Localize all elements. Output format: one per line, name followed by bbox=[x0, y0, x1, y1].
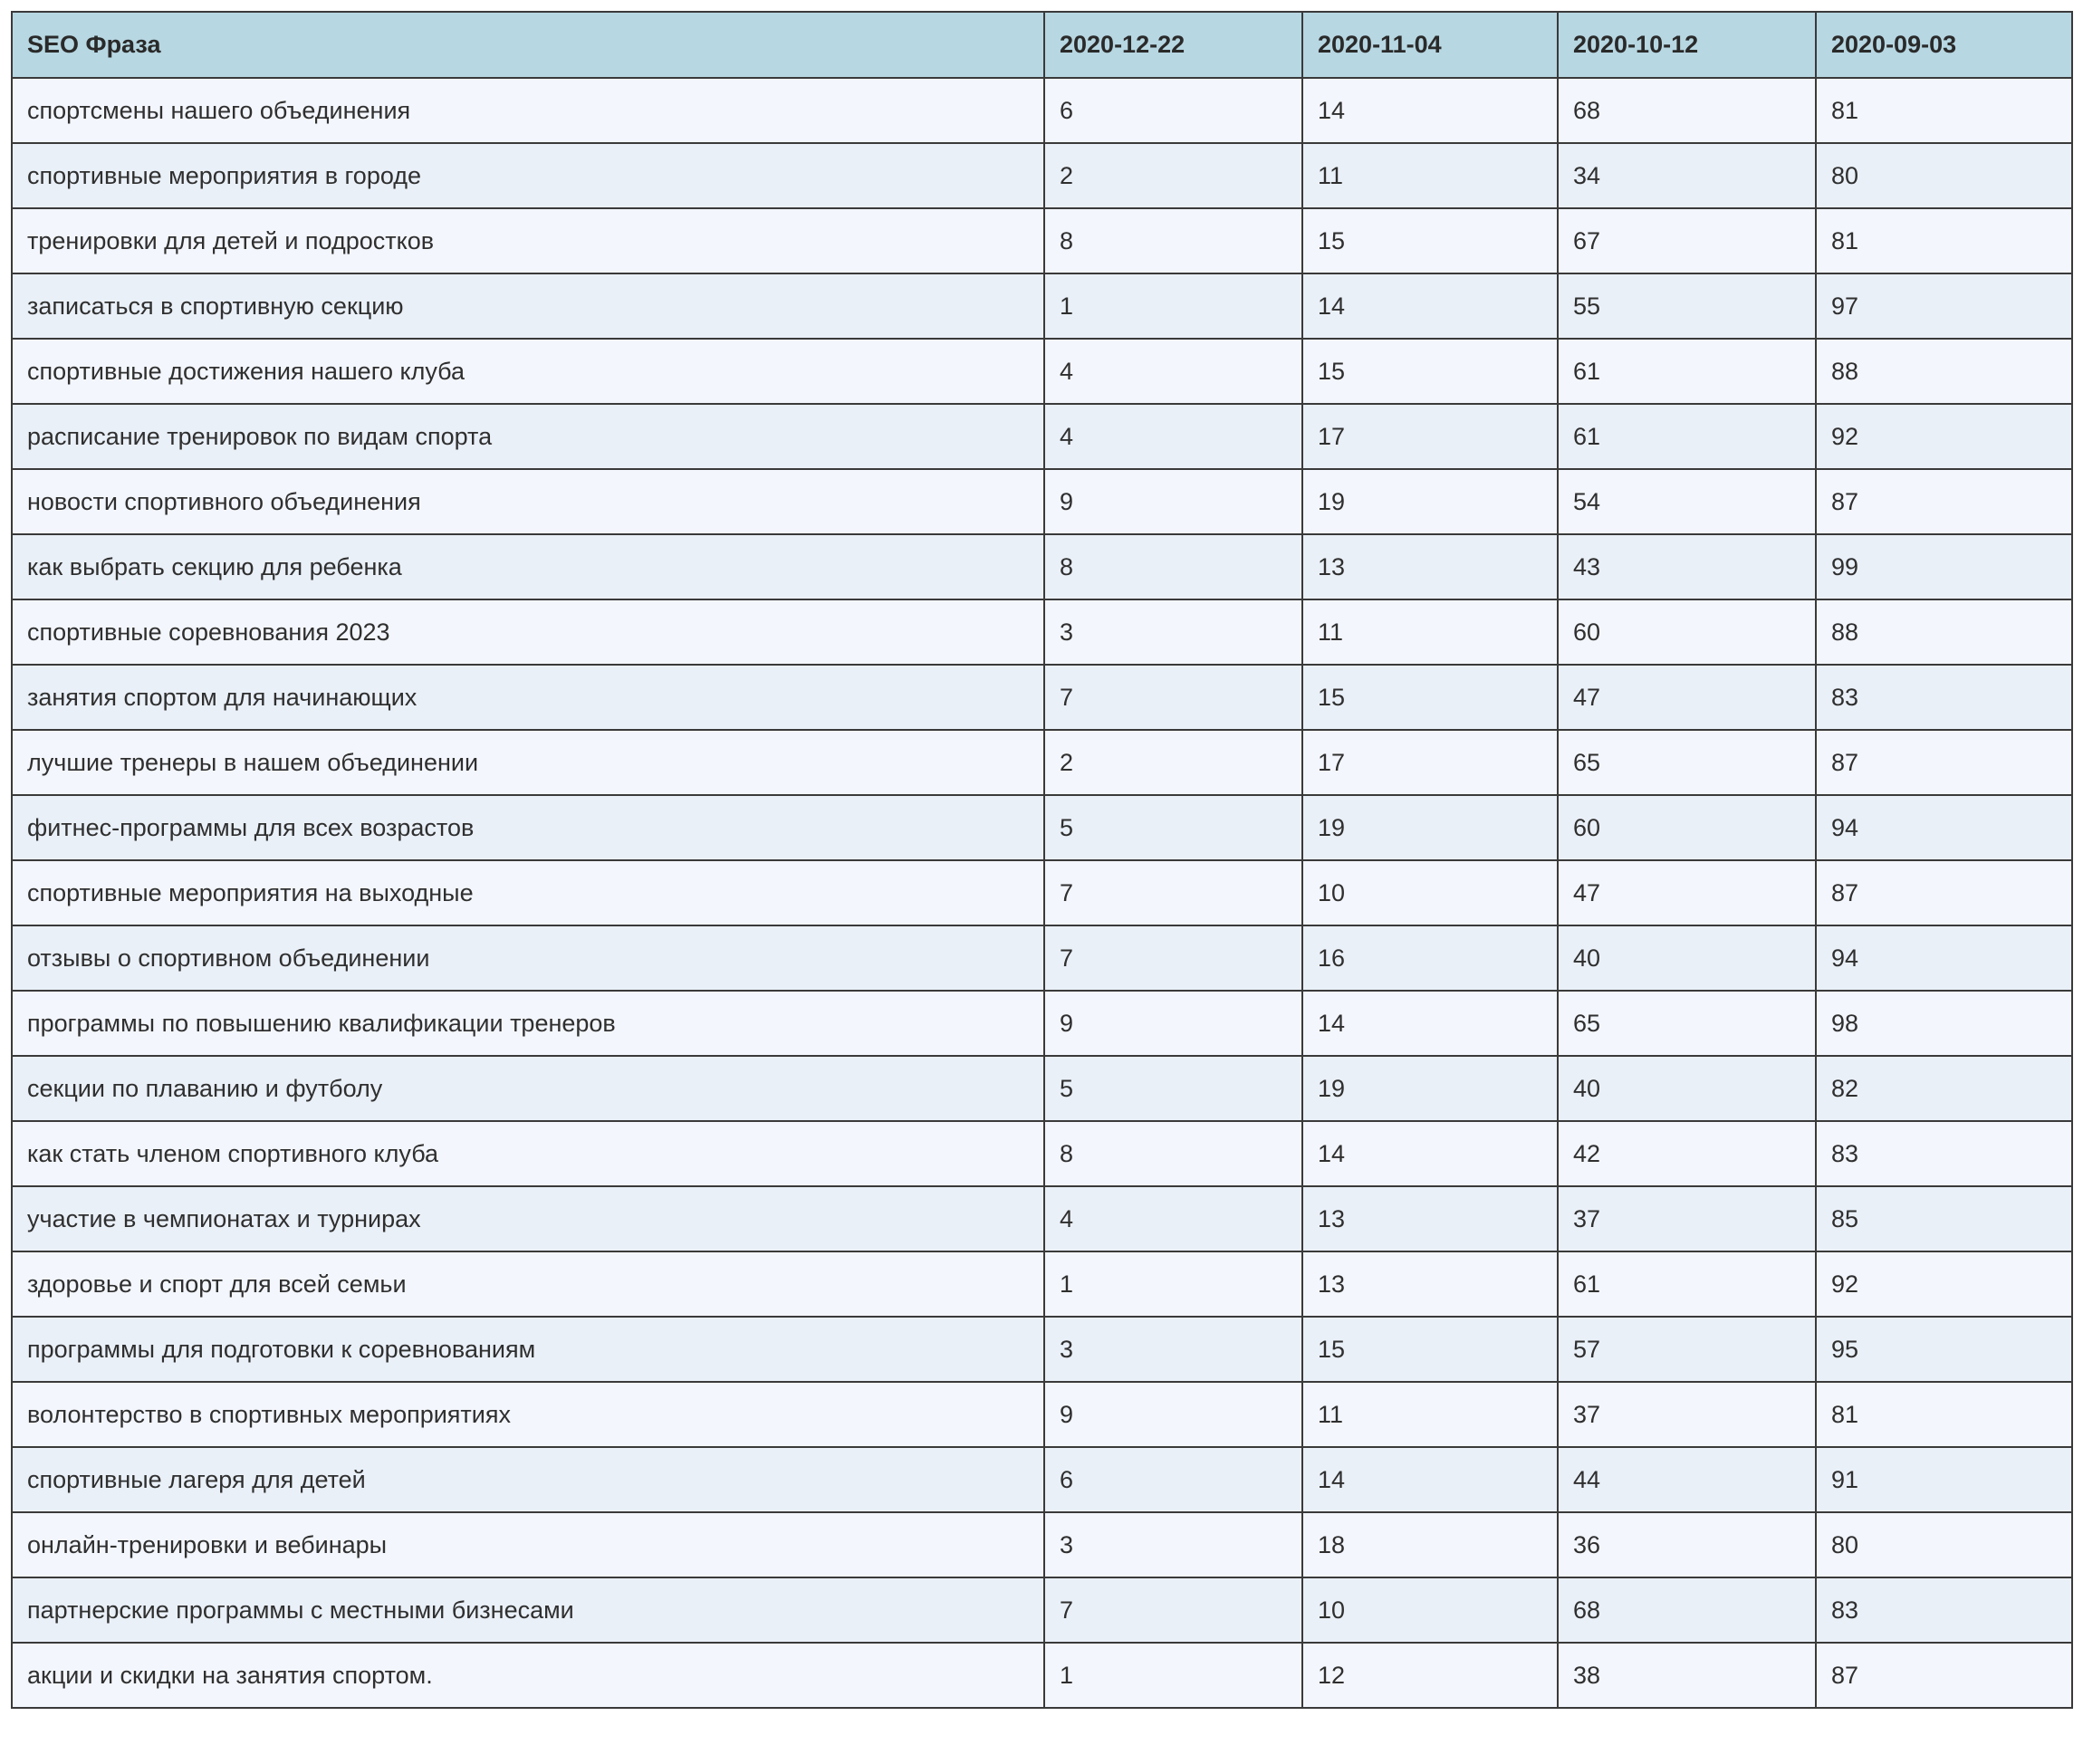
cell-position: 60 bbox=[1558, 795, 1816, 860]
cell-position: 17 bbox=[1302, 404, 1558, 469]
cell-position: 15 bbox=[1302, 339, 1558, 404]
table-row bbox=[12, 795, 2072, 860]
cell-position: 87 bbox=[1816, 730, 2072, 795]
table-row bbox=[12, 1512, 2072, 1577]
cell-phrase: новости спортивного объединения bbox=[12, 469, 1044, 534]
cell-position: 91 bbox=[1816, 1447, 2072, 1512]
table-row bbox=[12, 1643, 2072, 1708]
cell-position: 47 bbox=[1558, 665, 1816, 730]
cell-position: 7 bbox=[1044, 665, 1302, 730]
cell-position: 61 bbox=[1558, 339, 1816, 404]
cell-position: 1 bbox=[1044, 273, 1302, 339]
cell-position: 87 bbox=[1816, 469, 2072, 534]
cell-position: 87 bbox=[1816, 1643, 2072, 1708]
cell-position: 81 bbox=[1816, 208, 2072, 273]
table-row bbox=[12, 339, 2072, 404]
cell-position: 61 bbox=[1558, 1251, 1816, 1317]
cell-position: 44 bbox=[1558, 1447, 1816, 1512]
cell-position: 8 bbox=[1044, 1121, 1302, 1186]
cell-position: 16 bbox=[1302, 925, 1558, 991]
cell-position: 88 bbox=[1816, 339, 2072, 404]
cell-position: 14 bbox=[1302, 1121, 1558, 1186]
cell-phrase: расписание тренировок по видам спорта bbox=[12, 404, 1044, 469]
table-row bbox=[12, 1251, 2072, 1317]
column-header-date: 2020-09-03 bbox=[1816, 12, 2072, 78]
column-header-date: 2020-12-22 bbox=[1044, 12, 1302, 78]
cell-phrase: записаться в спортивную секцию bbox=[12, 273, 1044, 339]
table-row bbox=[12, 78, 2072, 143]
cell-phrase: волонтерство в спортивных мероприятиях bbox=[12, 1382, 1044, 1447]
cell-position: 15 bbox=[1302, 208, 1558, 273]
cell-position: 3 bbox=[1044, 1512, 1302, 1577]
cell-position: 8 bbox=[1044, 208, 1302, 273]
cell-position: 83 bbox=[1816, 1121, 2072, 1186]
cell-phrase: тренировки для детей и подростков bbox=[12, 208, 1044, 273]
table-row bbox=[12, 991, 2072, 1056]
table-row bbox=[12, 1186, 2072, 1251]
table-row bbox=[12, 665, 2072, 730]
cell-phrase: фитнес-программы для всех возрастов bbox=[12, 795, 1044, 860]
table-row bbox=[12, 143, 2072, 208]
cell-position: 68 bbox=[1558, 1577, 1816, 1643]
cell-position: 81 bbox=[1816, 1382, 2072, 1447]
cell-position: 40 bbox=[1558, 1056, 1816, 1121]
cell-position: 38 bbox=[1558, 1643, 1816, 1708]
cell-position: 2 bbox=[1044, 143, 1302, 208]
table-row bbox=[12, 730, 2072, 795]
cell-position: 17 bbox=[1302, 730, 1558, 795]
column-header-phrase: SEO Фраза bbox=[12, 12, 1044, 78]
cell-position: 60 bbox=[1558, 599, 1816, 665]
table-row bbox=[12, 469, 2072, 534]
cell-position: 47 bbox=[1558, 860, 1816, 925]
cell-phrase: как стать членом спортивного клуба bbox=[12, 1121, 1044, 1186]
cell-phrase: отзывы о спортивном объединении bbox=[12, 925, 1044, 991]
cell-position: 65 bbox=[1558, 991, 1816, 1056]
cell-position: 11 bbox=[1302, 143, 1558, 208]
cell-position: 7 bbox=[1044, 860, 1302, 925]
cell-position: 9 bbox=[1044, 1382, 1302, 1447]
cell-position: 87 bbox=[1816, 860, 2072, 925]
cell-position: 1 bbox=[1044, 1643, 1302, 1708]
table-row bbox=[12, 273, 2072, 339]
cell-position: 13 bbox=[1302, 534, 1558, 599]
cell-position: 11 bbox=[1302, 599, 1558, 665]
cell-phrase: здоровье и спорт для всей семьи bbox=[12, 1251, 1044, 1317]
cell-position: 13 bbox=[1302, 1186, 1558, 1251]
cell-position: 82 bbox=[1816, 1056, 2072, 1121]
table-row bbox=[12, 534, 2072, 599]
cell-position: 7 bbox=[1044, 1577, 1302, 1643]
cell-position: 37 bbox=[1558, 1382, 1816, 1447]
cell-position: 94 bbox=[1816, 795, 2072, 860]
cell-phrase: спортсмены нашего объединения bbox=[12, 78, 1044, 143]
table-row bbox=[12, 1056, 2072, 1121]
cell-position: 40 bbox=[1558, 925, 1816, 991]
cell-position: 37 bbox=[1558, 1186, 1816, 1251]
cell-position: 36 bbox=[1558, 1512, 1816, 1577]
cell-position: 10 bbox=[1302, 860, 1558, 925]
cell-phrase: спортивные мероприятия в городе bbox=[12, 143, 1044, 208]
cell-position: 10 bbox=[1302, 1577, 1558, 1643]
cell-position: 11 bbox=[1302, 1382, 1558, 1447]
cell-position: 14 bbox=[1302, 1447, 1558, 1512]
cell-position: 65 bbox=[1558, 730, 1816, 795]
cell-position: 83 bbox=[1816, 1577, 2072, 1643]
cell-position: 8 bbox=[1044, 534, 1302, 599]
cell-position: 13 bbox=[1302, 1251, 1558, 1317]
cell-phrase: онлайн-тренировки и вебинары bbox=[12, 1512, 1044, 1577]
table-row bbox=[12, 1317, 2072, 1382]
cell-position: 14 bbox=[1302, 78, 1558, 143]
table-row bbox=[12, 208, 2072, 273]
table-container bbox=[11, 11, 2073, 1709]
table-row bbox=[12, 925, 2072, 991]
cell-position: 9 bbox=[1044, 469, 1302, 534]
cell-position: 42 bbox=[1558, 1121, 1816, 1186]
table-row bbox=[12, 1121, 2072, 1186]
cell-position: 92 bbox=[1816, 1251, 2072, 1317]
cell-position: 98 bbox=[1816, 991, 2072, 1056]
cell-position: 18 bbox=[1302, 1512, 1558, 1577]
cell-position: 68 bbox=[1558, 78, 1816, 143]
cell-phrase: участие в чемпионатах и турнирах bbox=[12, 1186, 1044, 1251]
table-row bbox=[12, 860, 2072, 925]
cell-position: 9 bbox=[1044, 991, 1302, 1056]
cell-position: 99 bbox=[1816, 534, 2072, 599]
cell-phrase: программы по повышению квалификации тренеров bbox=[12, 991, 1044, 1056]
cell-position: 34 bbox=[1558, 143, 1816, 208]
cell-position: 5 bbox=[1044, 1056, 1302, 1121]
cell-position: 3 bbox=[1044, 599, 1302, 665]
cell-position: 19 bbox=[1302, 469, 1558, 534]
cell-position: 67 bbox=[1558, 208, 1816, 273]
cell-phrase: спортивные достижения нашего клуба bbox=[12, 339, 1044, 404]
cell-position: 6 bbox=[1044, 78, 1302, 143]
cell-position: 85 bbox=[1816, 1186, 2072, 1251]
cell-position: 95 bbox=[1816, 1317, 2072, 1382]
cell-position: 88 bbox=[1816, 599, 2072, 665]
cell-phrase: спортивные соревнования 2023 bbox=[12, 599, 1044, 665]
cell-position: 4 bbox=[1044, 1186, 1302, 1251]
cell-position: 54 bbox=[1558, 469, 1816, 534]
cell-position: 14 bbox=[1302, 991, 1558, 1056]
column-header-date: 2020-11-04 bbox=[1302, 12, 1558, 78]
table-row bbox=[12, 404, 2072, 469]
cell-phrase: программы для подготовки к соревнованиям bbox=[12, 1317, 1044, 1382]
cell-position: 92 bbox=[1816, 404, 2072, 469]
cell-position: 4 bbox=[1044, 339, 1302, 404]
cell-position: 57 bbox=[1558, 1317, 1816, 1382]
table-row bbox=[12, 1382, 2072, 1447]
cell-phrase: как выбрать секцию для ребенка bbox=[12, 534, 1044, 599]
cell-position: 3 bbox=[1044, 1317, 1302, 1382]
cell-phrase: партнерские программы с местными бизнесами bbox=[12, 1577, 1044, 1643]
cell-position: 15 bbox=[1302, 665, 1558, 730]
cell-position: 80 bbox=[1816, 1512, 2072, 1577]
cell-position: 5 bbox=[1044, 795, 1302, 860]
cell-position: 7 bbox=[1044, 925, 1302, 991]
cell-position: 61 bbox=[1558, 404, 1816, 469]
cell-position: 81 bbox=[1816, 78, 2072, 143]
table-row bbox=[12, 599, 2072, 665]
cell-position: 15 bbox=[1302, 1317, 1558, 1382]
cell-position: 6 bbox=[1044, 1447, 1302, 1512]
cell-position: 19 bbox=[1302, 1056, 1558, 1121]
cell-position: 97 bbox=[1816, 273, 2072, 339]
cell-position: 14 bbox=[1302, 273, 1558, 339]
cell-position: 55 bbox=[1558, 273, 1816, 339]
cell-phrase: секции по плаванию и футболу bbox=[12, 1056, 1044, 1121]
cell-position: 4 bbox=[1044, 404, 1302, 469]
cell-position: 80 bbox=[1816, 143, 2072, 208]
cell-position: 2 bbox=[1044, 730, 1302, 795]
cell-position: 94 bbox=[1816, 925, 2072, 991]
cell-phrase: спортивные лагеря для детей bbox=[12, 1447, 1044, 1512]
table-row bbox=[12, 1577, 2072, 1643]
cell-position: 43 bbox=[1558, 534, 1816, 599]
cell-phrase: занятия спортом для начинающих bbox=[12, 665, 1044, 730]
cell-position: 83 bbox=[1816, 665, 2072, 730]
column-header-date: 2020-10-12 bbox=[1558, 12, 1816, 78]
seo-positions-table bbox=[11, 11, 2073, 1709]
cell-position: 19 bbox=[1302, 795, 1558, 860]
cell-position: 1 bbox=[1044, 1251, 1302, 1317]
cell-phrase: акции и скидки на занятия спортом. bbox=[12, 1643, 1044, 1708]
table-row bbox=[12, 1447, 2072, 1512]
cell-position: 12 bbox=[1302, 1643, 1558, 1708]
cell-phrase: спортивные мероприятия на выходные bbox=[12, 860, 1044, 925]
cell-phrase: лучшие тренеры в нашем объединении bbox=[12, 730, 1044, 795]
header-row bbox=[12, 12, 2072, 78]
